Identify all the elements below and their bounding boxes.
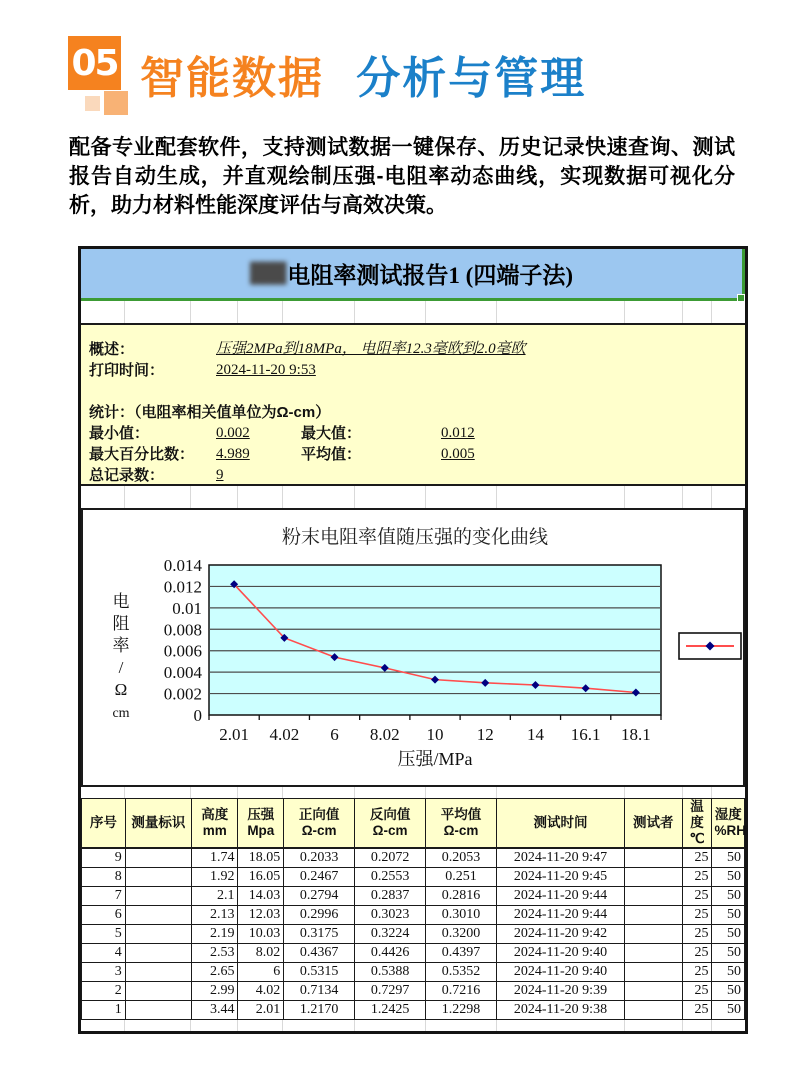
table-cell: 9 bbox=[82, 848, 126, 867]
column-header: 测试者 bbox=[624, 799, 682, 849]
total-label: 总记录数： bbox=[89, 467, 165, 484]
grid-column-stub bbox=[238, 1020, 284, 1031]
table-cell bbox=[624, 905, 682, 924]
table-cell: 2.65 bbox=[192, 962, 238, 981]
grid-column-stub bbox=[238, 486, 284, 508]
y-axis-title-char: 电 bbox=[112, 592, 130, 611]
print-time-value: 2024-11-20 9:53 bbox=[216, 362, 316, 378]
table-row bbox=[82, 924, 745, 943]
avg-value: 0.005 bbox=[441, 446, 475, 462]
column-header: 序号 bbox=[82, 799, 126, 849]
table-cell: 50 bbox=[712, 886, 745, 905]
grid-column-stub bbox=[426, 1020, 497, 1031]
table-cell: 8.02 bbox=[238, 943, 284, 962]
table-cell: 0.7134 bbox=[284, 981, 355, 1000]
table-cell: 25 bbox=[682, 943, 712, 962]
grid-column-stub bbox=[497, 1020, 625, 1031]
table-cell bbox=[624, 886, 682, 905]
table-cell: 0.3175 bbox=[284, 924, 355, 943]
min-value: 0.002 bbox=[216, 425, 250, 441]
table-cell: 2024-11-20 9:45 bbox=[497, 867, 625, 886]
table-cell: 3 bbox=[82, 962, 126, 981]
table-cell: 12.03 bbox=[238, 905, 284, 924]
grid-column-stub bbox=[712, 486, 745, 508]
table-cell: 25 bbox=[682, 981, 712, 1000]
table-cell bbox=[125, 943, 191, 962]
table-cell bbox=[624, 924, 682, 943]
table-cell: 0.2033 bbox=[284, 848, 355, 867]
grid-column-stub bbox=[283, 787, 354, 798]
table-cell: 6 bbox=[82, 905, 126, 924]
chart-panel bbox=[81, 508, 745, 787]
intro-paragraph: 配备专业配套软件，支持测试数据一键保存、历史记录快速查询、测试报告自动生成，并直观绘制压强-电阻率动态曲线，实现数据可视化分析，助力材料性能深度评估与高效决策。 bbox=[69, 136, 735, 217]
table-row bbox=[82, 848, 745, 867]
table-cell: 2.1 bbox=[192, 886, 238, 905]
y-axis-title-char: 率 bbox=[112, 636, 130, 655]
table-cell bbox=[624, 962, 682, 981]
measurement-table bbox=[81, 798, 745, 1020]
table-cell: 2024-11-20 9:47 bbox=[497, 848, 625, 867]
chart-title: 粉末电阻率值随压强的变化曲线 bbox=[281, 527, 549, 548]
table-cell: 0.3023 bbox=[355, 905, 426, 924]
table-cell: 0.2553 bbox=[355, 867, 426, 886]
grid-column-stub bbox=[625, 787, 683, 798]
y-tick-label: 0.012 bbox=[163, 577, 202, 597]
max-pct-label: 最大百分比数： bbox=[89, 446, 195, 463]
table-row bbox=[82, 905, 745, 924]
table-cell: 50 bbox=[712, 867, 745, 886]
y-tick-label: 0 bbox=[193, 706, 202, 725]
grid-column-stub bbox=[81, 486, 125, 508]
pct-avg-row bbox=[89, 444, 735, 465]
column-header: 测试时间 bbox=[497, 799, 625, 849]
column-header: 温度 ℃ bbox=[682, 799, 712, 849]
table-cell: 25 bbox=[682, 962, 712, 981]
column-header: 测量标识 bbox=[125, 799, 191, 849]
total-row bbox=[89, 465, 735, 486]
table-cell: 1.2425 bbox=[355, 1000, 426, 1019]
table-cell: 50 bbox=[712, 924, 745, 943]
table-cell: 1 bbox=[82, 1000, 126, 1019]
grid-column-stub bbox=[712, 1020, 745, 1031]
column-header: 平均值 Ω-cm bbox=[426, 799, 497, 849]
table-cell: 10.03 bbox=[238, 924, 284, 943]
y-tick-label: 0.002 bbox=[163, 684, 202, 704]
grid-column-stub bbox=[625, 301, 683, 323]
min-max-row bbox=[89, 423, 735, 444]
decor-square-small bbox=[85, 96, 100, 111]
x-tick-label: 6 bbox=[330, 725, 339, 744]
table-cell: 50 bbox=[712, 962, 745, 981]
table-cell bbox=[624, 848, 682, 867]
table-cell: 0.7297 bbox=[355, 981, 426, 1000]
table-cell: 50 bbox=[712, 943, 745, 962]
table-cell: 2.13 bbox=[192, 905, 238, 924]
table-cell: 2.19 bbox=[192, 924, 238, 943]
table-cell: 2024-11-20 9:40 bbox=[497, 962, 625, 981]
table-cell bbox=[624, 943, 682, 962]
spacer-row bbox=[89, 381, 735, 402]
grid-column-stub bbox=[355, 486, 426, 508]
x-tick-label: 16.1 bbox=[570, 725, 601, 744]
grid-column-stub bbox=[81, 301, 125, 323]
y-axis-title-char: 阻 bbox=[112, 614, 130, 633]
page-title bbox=[140, 34, 586, 124]
table-cell: 0.2837 bbox=[355, 886, 426, 905]
table-cell: 1.74 bbox=[192, 848, 238, 867]
table-cell: 0.2794 bbox=[284, 886, 355, 905]
page-title-orange: 智能数据 bbox=[140, 54, 324, 103]
plot-area bbox=[209, 565, 661, 715]
table-cell: 2024-11-20 9:42 bbox=[497, 924, 625, 943]
table-cell: 0.5315 bbox=[284, 962, 355, 981]
y-axis-title-char: Ω bbox=[114, 680, 128, 699]
grid-column-stub bbox=[712, 301, 745, 323]
grid-column-stub bbox=[283, 486, 354, 508]
y-tick-label: 0.01 bbox=[172, 598, 202, 618]
grid-column-stub bbox=[683, 1020, 713, 1031]
table-cell: 25 bbox=[682, 886, 712, 905]
grid-column-stub bbox=[81, 787, 125, 798]
max-value: 0.012 bbox=[441, 425, 475, 441]
y-tick-label: 0.006 bbox=[163, 641, 202, 661]
table-cell: 25 bbox=[682, 848, 712, 867]
table-cell: 2.53 bbox=[192, 943, 238, 962]
x-tick-label: 18.1 bbox=[621, 725, 651, 744]
table-cell: 2 bbox=[82, 981, 126, 1000]
y-axis-title-char: / bbox=[118, 658, 124, 677]
table-cell: 2024-11-20 9:44 bbox=[497, 886, 625, 905]
table-cell: 2024-11-20 9:38 bbox=[497, 1000, 625, 1019]
decor-square-large bbox=[104, 91, 128, 115]
avg-label: 平均值： bbox=[301, 446, 362, 463]
report-titlebar bbox=[81, 249, 745, 301]
table-cell bbox=[125, 962, 191, 981]
grid-column-stub bbox=[497, 787, 625, 798]
min-label: 最小值： bbox=[89, 425, 150, 442]
report-title: 电阻率测试报告1 (四端子法) bbox=[287, 263, 573, 288]
table-cell: 0.2996 bbox=[284, 905, 355, 924]
spreadsheet-gap-row bbox=[81, 787, 745, 798]
table-cell: 16.05 bbox=[238, 867, 284, 886]
grid-column-stub bbox=[125, 1020, 191, 1031]
grid-column-stub bbox=[125, 787, 191, 798]
grid-column-stub bbox=[497, 486, 625, 508]
table-row bbox=[82, 886, 745, 905]
table-cell: 0.2816 bbox=[426, 886, 497, 905]
column-header: 高度 mm bbox=[192, 799, 238, 849]
table-cell bbox=[125, 924, 191, 943]
table-cell: 5 bbox=[82, 924, 126, 943]
print-time-row bbox=[89, 360, 735, 381]
grid-column-stub bbox=[238, 787, 284, 798]
x-tick-label: 12 bbox=[476, 725, 494, 744]
y-tick-label: 0.004 bbox=[163, 663, 202, 683]
table-cell bbox=[125, 905, 191, 924]
x-tick-label: 14 bbox=[526, 725, 544, 744]
grid-column-stub bbox=[712, 787, 745, 798]
table-cell bbox=[624, 1000, 682, 1019]
table-cell: 0.5388 bbox=[355, 962, 426, 981]
table-cell bbox=[125, 1000, 191, 1019]
table-cell: 25 bbox=[682, 924, 712, 943]
table-cell: 18.05 bbox=[238, 848, 284, 867]
grid-column-stub bbox=[683, 301, 713, 323]
spreadsheet-gap-row bbox=[81, 486, 745, 508]
table-row bbox=[82, 867, 745, 886]
grid-column-stub bbox=[497, 301, 625, 323]
grid-column-stub bbox=[191, 301, 237, 323]
table-cell bbox=[125, 981, 191, 1000]
section-number-badge: 05 bbox=[68, 36, 121, 90]
overview-value: 压强2MPa到18MPa， 电阻率12.3毫欧到2.0毫欧 bbox=[216, 341, 526, 357]
table-cell: 6 bbox=[238, 962, 284, 981]
table-cell: 4.02 bbox=[238, 981, 284, 1000]
grid-column-stub bbox=[191, 1020, 237, 1031]
table-cell: 25 bbox=[682, 1000, 712, 1019]
grid-column-stub bbox=[625, 486, 683, 508]
table-cell: 8 bbox=[82, 867, 126, 886]
table-cell bbox=[624, 867, 682, 886]
column-header: 正向值 Ω-cm bbox=[284, 799, 355, 849]
table-cell: 50 bbox=[712, 1000, 745, 1019]
total-value: 9 bbox=[216, 467, 224, 483]
grid-column-stub bbox=[283, 301, 354, 323]
table-cell: 1.2170 bbox=[284, 1000, 355, 1019]
table-cell: 2024-11-20 9:40 bbox=[497, 943, 625, 962]
table-cell: 2024-11-20 9:39 bbox=[497, 981, 625, 1000]
grid-column-stub bbox=[191, 787, 237, 798]
table-cell bbox=[125, 886, 191, 905]
table-cell bbox=[125, 867, 191, 886]
grid-column-stub bbox=[355, 787, 426, 798]
table-cell: 1.92 bbox=[192, 867, 238, 886]
table-cell: 2.01 bbox=[238, 1000, 284, 1019]
table-cell: 14.03 bbox=[238, 886, 284, 905]
selection-fill-handle bbox=[737, 294, 745, 302]
overview-label: 概述： bbox=[89, 341, 135, 358]
table-cell: 0.3200 bbox=[426, 924, 497, 943]
x-axis-title: 压强/MPa bbox=[397, 749, 473, 769]
spreadsheet-gap-row bbox=[81, 1020, 745, 1031]
table-cell: 50 bbox=[712, 905, 745, 924]
table-cell bbox=[125, 848, 191, 867]
table-cell: 0.3010 bbox=[426, 905, 497, 924]
resistivity-pressure-line-chart bbox=[85, 513, 745, 785]
table-row bbox=[82, 1000, 745, 1019]
grid-column-stub bbox=[426, 486, 497, 508]
grid-column-stub bbox=[426, 301, 497, 323]
grid-column-stub bbox=[191, 486, 237, 508]
blurred-brand-text: ███ bbox=[250, 262, 285, 284]
table-row bbox=[82, 962, 745, 981]
x-tick-label: 4.02 bbox=[269, 725, 300, 744]
table-cell: 50 bbox=[712, 981, 745, 1000]
max-label: 最大值： bbox=[301, 425, 362, 442]
x-tick-label: 8.02 bbox=[369, 725, 400, 744]
table-cell: 0.4426 bbox=[355, 943, 426, 962]
max-pct-value: 4.989 bbox=[216, 446, 250, 462]
table-cell: 0.251 bbox=[426, 867, 497, 886]
table-cell: 2.99 bbox=[192, 981, 238, 1000]
table-cell: 0.4397 bbox=[426, 943, 497, 962]
grid-column-stub bbox=[426, 787, 497, 798]
table-cell: 7 bbox=[82, 886, 126, 905]
table-cell: 4 bbox=[82, 943, 126, 962]
y-tick-label: 0.014 bbox=[163, 556, 202, 575]
table-cell: 1.2298 bbox=[426, 1000, 497, 1019]
grid-column-stub bbox=[125, 486, 191, 508]
table-cell: 0.2467 bbox=[284, 867, 355, 886]
table-header-row bbox=[82, 799, 745, 849]
y-axis-title-char: cm bbox=[112, 706, 130, 721]
table-cell: 0.4367 bbox=[284, 943, 355, 962]
summary-panel bbox=[81, 323, 745, 486]
grid-column-stub bbox=[125, 301, 191, 323]
x-tick-label: 2.01 bbox=[219, 725, 249, 744]
print-time-label: 打印时间： bbox=[89, 362, 165, 379]
grid-column-stub bbox=[683, 486, 713, 508]
grid-column-stub bbox=[283, 1020, 354, 1031]
table-cell: 0.2072 bbox=[355, 848, 426, 867]
table-cell bbox=[624, 981, 682, 1000]
table-cell: 25 bbox=[682, 905, 712, 924]
stats-label: 统计：（电阻率相关值单位为Ω-cm） bbox=[89, 404, 331, 421]
table-row bbox=[82, 943, 745, 962]
table-cell: 0.2053 bbox=[426, 848, 497, 867]
x-tick-label: 10 bbox=[426, 725, 444, 744]
table-cell: 50 bbox=[712, 848, 745, 867]
grid-column-stub bbox=[355, 301, 426, 323]
grid-column-stub bbox=[355, 1020, 426, 1031]
column-header: 压强 Mpa bbox=[238, 799, 284, 849]
table-cell: 0.3224 bbox=[355, 924, 426, 943]
table-cell: 0.7216 bbox=[426, 981, 497, 1000]
grid-column-stub bbox=[238, 301, 284, 323]
grid-column-stub bbox=[683, 787, 713, 798]
table-cell: 0.5352 bbox=[426, 962, 497, 981]
table-cell: 25 bbox=[682, 867, 712, 886]
table-cell: 2024-11-20 9:44 bbox=[497, 905, 625, 924]
report-window bbox=[78, 246, 748, 1034]
spreadsheet-gap-row bbox=[81, 301, 745, 323]
y-tick-label: 0.008 bbox=[163, 620, 202, 640]
page-title-blue: 分析与管理 bbox=[356, 54, 587, 103]
stats-title-row bbox=[89, 402, 735, 423]
grid-column-stub bbox=[81, 1020, 125, 1031]
table-cell: 3.44 bbox=[192, 1000, 238, 1019]
grid-column-stub bbox=[625, 1020, 683, 1031]
table-row bbox=[82, 981, 745, 1000]
column-header: 反向值 Ω-cm bbox=[355, 799, 426, 849]
overview-row bbox=[89, 339, 735, 360]
column-header: 湿度 %RH bbox=[712, 799, 745, 849]
